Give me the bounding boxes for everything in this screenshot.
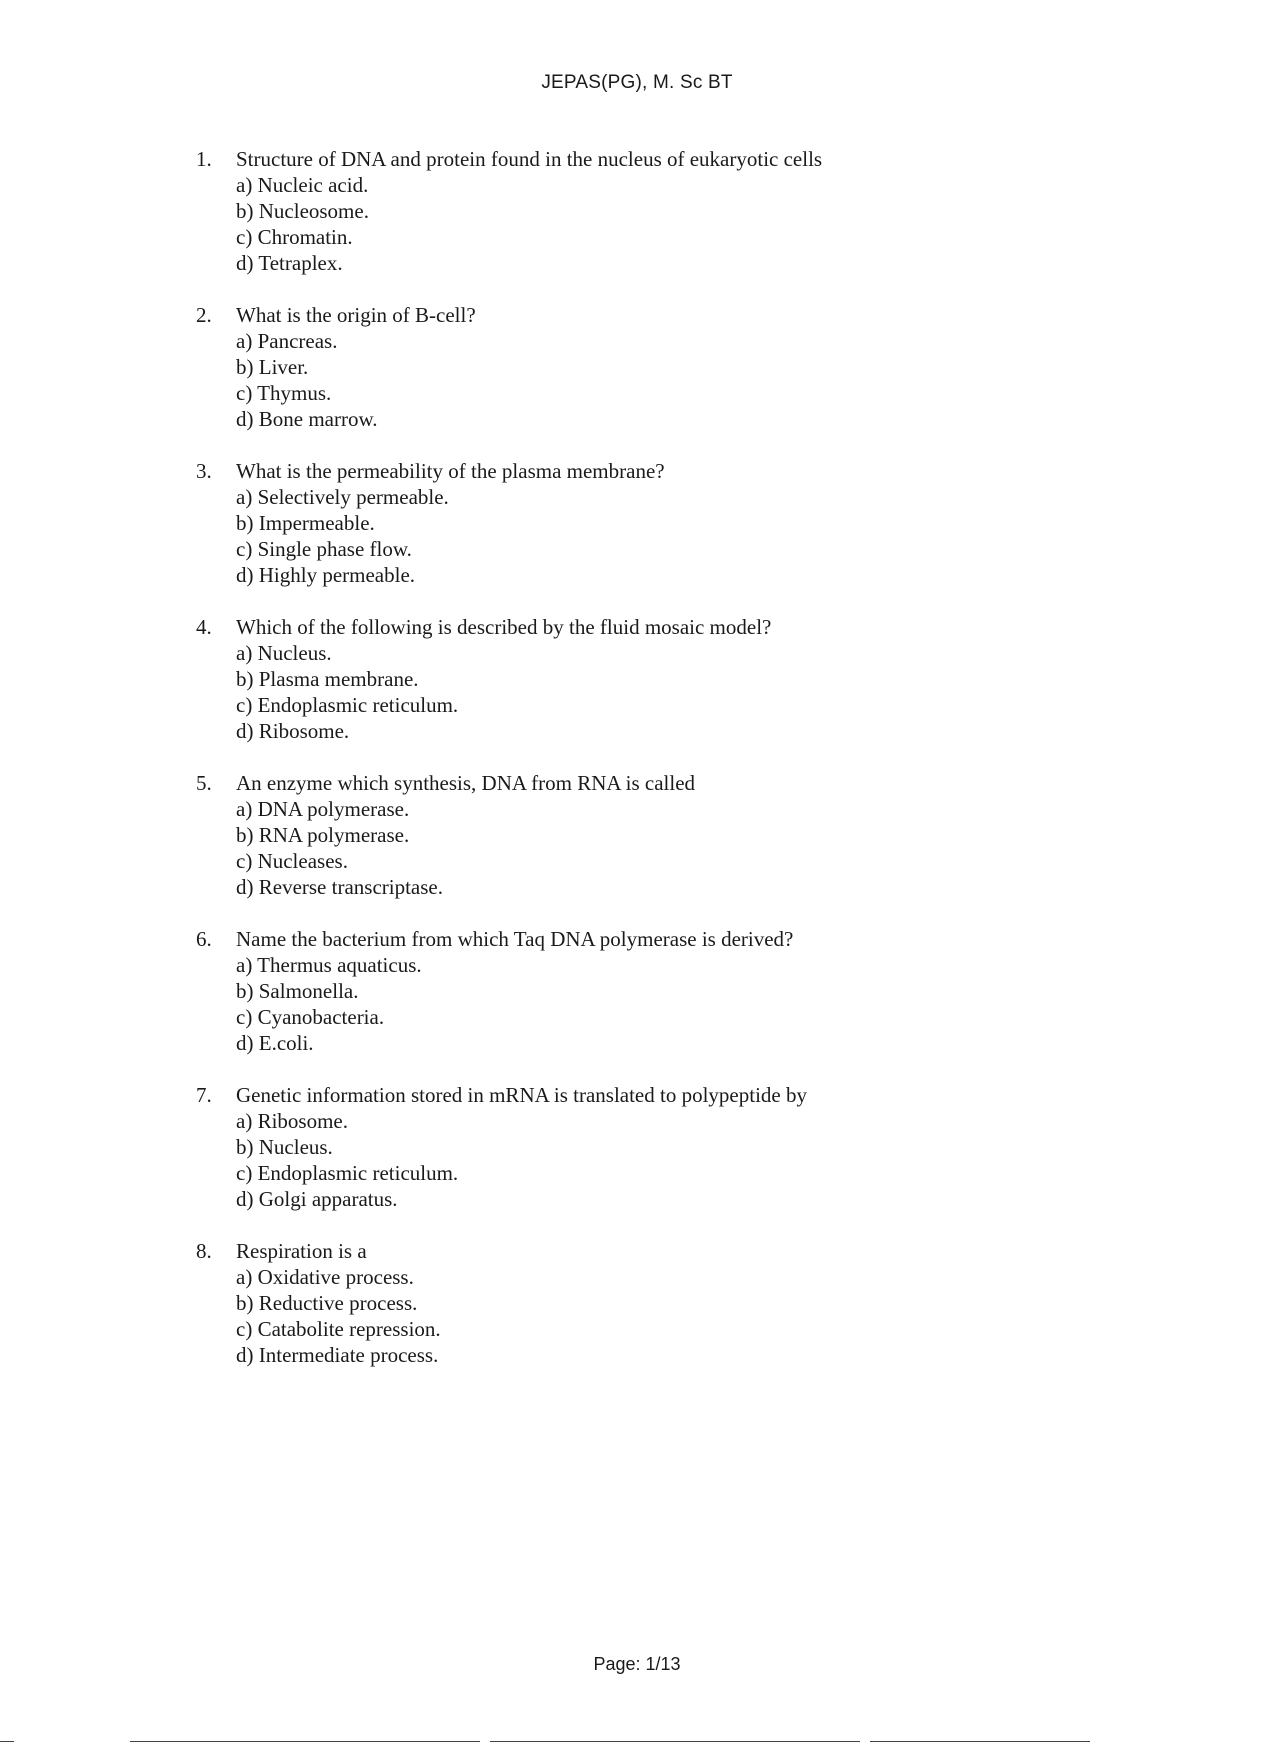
question-number: 5. [196, 771, 212, 795]
question-number: 3. [196, 459, 212, 483]
page-header: JEPAS(PG), M. Sc BT [541, 72, 733, 93]
question-4 [0, 614, 1274, 744]
option-text: d) Reverse transcriptase. [236, 875, 443, 899]
bottom-rule-segment [870, 1741, 1090, 1742]
option-b [0, 1134, 1274, 1160]
option-text: a) DNA polymerase. [236, 797, 410, 821]
option-c [0, 224, 1274, 250]
option-text: a) Pancreas. [236, 329, 338, 353]
option-c [0, 1160, 1274, 1186]
question-text: Respiration is a [236, 1239, 367, 1263]
option-d [0, 250, 1274, 276]
option-c [0, 692, 1274, 718]
option-text: c) Cyanobacteria. [236, 1005, 385, 1029]
question-text: Genetic information stored in mRNA is translated to polypeptide by [236, 1083, 807, 1107]
option-text: a) Nucleus. [236, 641, 332, 665]
option-b [0, 978, 1274, 1004]
option-text: b) Plasma membrane. [236, 667, 419, 691]
option-text: a) Ribosome. [236, 1109, 348, 1133]
question-stem [0, 926, 1274, 952]
question-6 [0, 926, 1274, 1056]
option-d [0, 1342, 1274, 1368]
option-text: b) Salmonella. [236, 979, 359, 1003]
option-text: d) Ribosome. [236, 719, 350, 743]
option-text: a) Selectively permeable. [236, 485, 449, 509]
option-c [0, 536, 1274, 562]
option-b [0, 1290, 1274, 1316]
option-text: c) Thymus. [236, 381, 332, 405]
question-stem [0, 1082, 1274, 1108]
question-stem [0, 614, 1274, 640]
option-text: a) Thermus aquaticus. [236, 953, 422, 977]
option-d [0, 718, 1274, 744]
option-d [0, 1186, 1274, 1212]
option-a [0, 952, 1274, 978]
bottom-rule-segment [490, 1741, 860, 1742]
question-stem [0, 458, 1274, 484]
option-text: d) Highly permeable. [236, 563, 416, 587]
option-text: c) Endoplasmic reticulum. [236, 1161, 459, 1185]
option-text: b) RNA polymerase. [236, 823, 410, 847]
question-text: Structure of DNA and protein found in the nucleus of eukaryotic cells [236, 147, 823, 171]
option-d [0, 562, 1274, 588]
option-a [0, 1108, 1274, 1134]
option-a [0, 172, 1274, 198]
option-text: d) Tetraplex. [236, 251, 343, 275]
option-text: d) Intermediate process. [236, 1343, 439, 1367]
option-b [0, 666, 1274, 692]
question-text: An enzyme which synthesis, DNA from RNA is called [236, 771, 696, 795]
option-text: c) Nucleases. [236, 849, 348, 873]
option-text: b) Impermeable. [236, 511, 375, 535]
question-number: 4. [196, 615, 212, 639]
option-b [0, 354, 1274, 380]
question-list [0, 146, 1274, 1394]
question-stem [0, 1238, 1274, 1264]
option-a [0, 328, 1274, 354]
question-5 [0, 770, 1274, 900]
option-d [0, 874, 1274, 900]
question-2 [0, 302, 1274, 432]
question-7 [0, 1082, 1274, 1212]
option-b [0, 510, 1274, 536]
option-text: d) Golgi apparatus. [236, 1187, 398, 1211]
option-text: c) Chromatin. [236, 225, 353, 249]
question-3 [0, 458, 1274, 588]
page-number: Page: 1/13 [593, 1654, 681, 1674]
option-text: b) Liver. [236, 355, 309, 379]
option-c [0, 380, 1274, 406]
bottom-rule-segment [130, 1741, 480, 1742]
question-text: Name the bacterium from which Taq DNA polymerase is derived? [236, 927, 794, 951]
option-c [0, 1316, 1274, 1342]
option-a [0, 796, 1274, 822]
question-text: What is the origin of B-cell? [236, 303, 476, 327]
question-number: 1. [196, 147, 212, 171]
option-text: a) Oxidative process. [236, 1265, 414, 1289]
option-text: c) Single phase flow. [236, 537, 412, 561]
question-number: 6. [196, 927, 212, 951]
question-stem [0, 302, 1274, 328]
question-text: What is the permeability of the plasma membrane? [236, 459, 665, 483]
option-text: d) E.coli. [236, 1031, 314, 1055]
option-d [0, 406, 1274, 432]
question-1 [0, 146, 1274, 276]
question-number: 7. [196, 1083, 212, 1107]
question-stem [0, 770, 1274, 796]
option-c [0, 1004, 1274, 1030]
option-text: a) Nucleic acid. [236, 173, 369, 197]
question-text: Which of the following is described by the fluid mosaic model? [236, 615, 772, 639]
option-text: c) Catabolite repression. [236, 1317, 441, 1341]
bottom-rule-segment [0, 1741, 14, 1742]
option-a [0, 640, 1274, 666]
option-text: d) Bone marrow. [236, 407, 378, 431]
option-d [0, 1030, 1274, 1056]
question-8 [0, 1238, 1274, 1368]
question-number: 2. [196, 303, 212, 327]
option-a [0, 1264, 1274, 1290]
option-text: b) Nucleus. [236, 1135, 333, 1159]
option-a [0, 484, 1274, 510]
option-text: c) Endoplasmic reticulum. [236, 693, 459, 717]
option-b [0, 198, 1274, 224]
question-stem [0, 146, 1274, 172]
option-b [0, 822, 1274, 848]
option-text: b) Reductive process. [236, 1291, 418, 1315]
option-text: b) Nucleosome. [236, 199, 369, 223]
option-c [0, 848, 1274, 874]
question-number: 8. [196, 1239, 212, 1263]
